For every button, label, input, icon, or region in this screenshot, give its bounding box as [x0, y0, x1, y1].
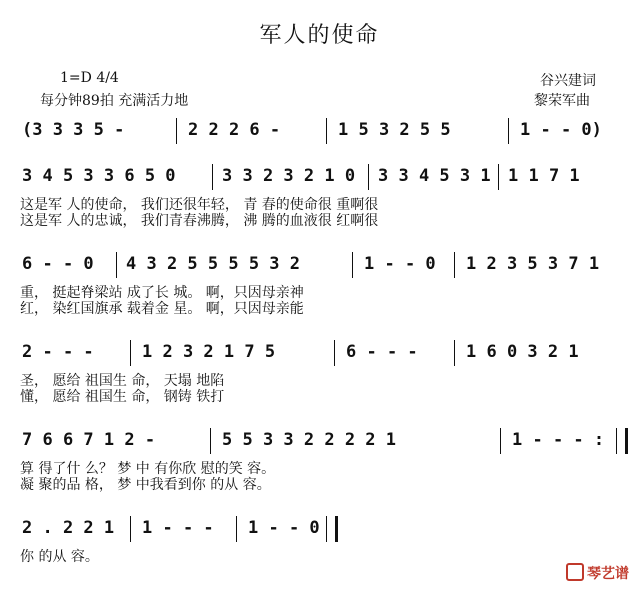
measure-2: 2 2 2 6 -: [188, 120, 281, 140]
lyric-line-2: 懂， 愿给 祖国生 命， 钢铸 铁打: [20, 389, 225, 405]
measure-3: 1 - - 0: [364, 254, 436, 274]
measure-3: 1 5 3 2 5 5: [338, 120, 451, 140]
notes-row: [0, 340, 639, 366]
barline: [368, 164, 369, 190]
measure-4: 1 2 3 5 3 7 1: [466, 254, 600, 274]
notes-row: [0, 428, 639, 454]
lyric-line-1: 这是军 人的使命， 我们还很年轻， 青 春的使命很 重啊很: [20, 197, 379, 213]
barline: [326, 118, 327, 144]
measure-4: 1 1 7 1: [508, 166, 580, 186]
repeat-end-barline: [616, 428, 628, 454]
barline: [176, 118, 177, 144]
lyric-line-1: 你 的从 容。: [20, 549, 99, 565]
lyric-line-2: 红， 染红国旗承 载着金 星。 啊，只因母亲能: [20, 301, 304, 317]
piano-logo-icon: [566, 563, 584, 581]
barline: [454, 340, 455, 366]
barline: [116, 252, 117, 278]
measure-1: 2 - - -: [22, 342, 94, 362]
notes-row: [0, 118, 639, 144]
measure-1: 6 - - 0: [22, 254, 94, 274]
measure-3: 6 - - -: [346, 342, 418, 362]
measure-3: 3 3 4 5 3 1: [378, 166, 491, 186]
lyric-line-2: 凝 聚的品 格， 梦 中我看到你 的从 容。: [20, 477, 271, 493]
measure-4: 1 - - 0): [520, 120, 602, 140]
barline: [130, 340, 131, 366]
barline: [498, 164, 499, 190]
measure-2: 3 3 2 3 2 1 0: [222, 166, 356, 186]
lyric-line-1: 重， 挺起脊梁站 成了长 城。 啊，只因母亲神: [20, 285, 304, 301]
watermark-logo: [566, 563, 629, 583]
lyric-line-2: 这是军 人的忠诚， 我们青春沸腾， 沸 腾的血液很 红啊很: [20, 213, 379, 229]
measure-1: (3 3 3 5 -: [22, 120, 125, 140]
measure-2: 5 5 3 3 2 2 2 2 1: [222, 430, 396, 450]
measure-3: 1 - - 0: [248, 518, 320, 538]
measure-2: 1 2 3 2 1 7 5: [142, 342, 276, 362]
barline: [454, 252, 455, 278]
lyricist-credit: 谷兴建词: [540, 73, 596, 89]
measure-2: 1 - - -: [142, 518, 214, 538]
measure-1: 3 4 5 3 3 6 5 0: [22, 166, 176, 186]
measure-2: 4 3 2 5 5 5 5 3 2: [126, 254, 300, 274]
notes-row: [0, 516, 639, 542]
barline: [500, 428, 501, 454]
barline: [130, 516, 131, 542]
tempo-marking: 每分钟89拍 充满活力地: [40, 93, 189, 109]
barline: [508, 118, 509, 144]
measure-1: 7 6 6 7 1 2 -: [22, 430, 156, 450]
page-title: 军人的使命: [259, 23, 380, 48]
composer-credit: 黎荣军曲: [534, 93, 590, 109]
barline: [334, 340, 335, 366]
barline: [352, 252, 353, 278]
watermark-text: 琴艺谱: [587, 566, 629, 582]
notes-row: [0, 252, 639, 278]
notes-row: [0, 164, 639, 190]
final-barline: [326, 516, 338, 542]
measure-3: 1 - - - :: [512, 430, 605, 450]
barline: [236, 516, 237, 542]
barline: [212, 164, 213, 190]
measure-4: 1 6 0 3 2 1: [466, 342, 579, 362]
barline: [210, 428, 211, 454]
measure-1: 2 . 2 2 1: [22, 518, 115, 538]
lyric-line-1: 圣， 愿给 祖国生 命， 天塌 地陷: [20, 373, 225, 389]
key-signature: 1=D 4/4: [60, 70, 119, 86]
lyric-line-1: 算 得了什 么？ 梦 中 有你欣 慰的笑 容。: [20, 461, 276, 477]
